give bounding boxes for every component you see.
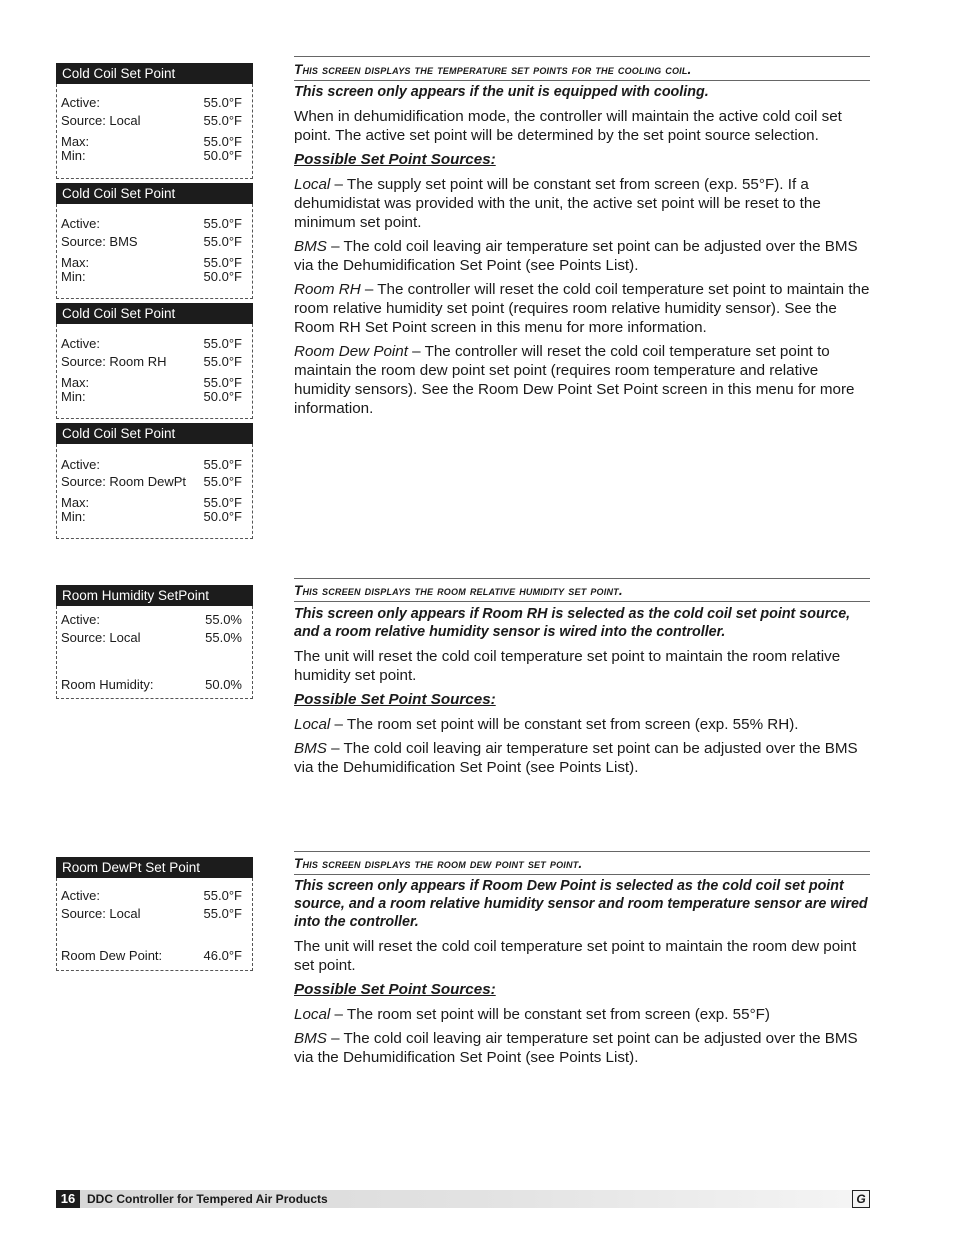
source-bms [294, 1029, 870, 1067]
min-label: Min: [61, 509, 86, 524]
desc: – The room set point will be constant set from screen (exp. 55°F) [330, 1006, 770, 1023]
min-label: Min: [61, 269, 86, 284]
term: Room Dew Point [294, 343, 408, 360]
page-number: 16 [56, 1190, 80, 1208]
page-footer [56, 1190, 870, 1208]
active-label: Active: [61, 336, 101, 351]
source-label: Source: Local [61, 630, 141, 645]
cold-coil-set-point-screen-room-rh [56, 303, 253, 419]
source-label: Source: Local [61, 906, 141, 921]
max-value: 55.0°F [203, 134, 242, 149]
source-value: 55.0°F [203, 113, 242, 128]
term: Local [294, 1006, 331, 1023]
cold-coil-description [294, 56, 870, 423]
room-dewpt-set-point-screen [56, 857, 253, 971]
active-label: Active: [61, 612, 101, 627]
section-intro: The unit will reset the cold coil temperature set point to maintain the room dew point set point. [294, 938, 857, 974]
section-heading: This screen displays the room dew point set point. [294, 854, 870, 875]
term: BMS [294, 740, 327, 757]
room-dew-point-label: Room Dew Point: [61, 948, 163, 963]
source-label: Source: BMS [61, 234, 138, 249]
max-value: 55.0°F [203, 375, 242, 390]
desc: – The cold coil leaving air temperature set point can be adjusted over the BMS via the Dehumidification Set Point (see Points List). [294, 740, 858, 776]
min-label: Min: [61, 389, 86, 404]
source-value: 55.0°F [203, 906, 242, 921]
desc: – The room set point will be constant set from screen (exp. 55% RH). [330, 716, 799, 733]
max-label: Max: [61, 495, 90, 510]
section-intro: The unit will reset the cold coil temperature set point to maintain the room relative humidity set point. [294, 648, 841, 684]
term: Room RH [294, 281, 361, 298]
source-local [294, 1005, 870, 1024]
max-value: 55.0°F [203, 495, 242, 510]
max-label: Max: [61, 134, 90, 149]
active-label: Active: [61, 95, 101, 110]
min-value: 50.0°F [203, 269, 242, 284]
desc: – The controller will reset the cold coil temperature set point to maintain the room relative humidity set point (requires room relative humidity sensor). See the Room RH Set Point screen in this menu for more information. [294, 281, 870, 336]
section-heading: This screen displays the room relative humidity set point. [294, 581, 870, 602]
term: Local [294, 716, 331, 733]
active-value: 55.0°F [203, 336, 242, 351]
source-bms [294, 739, 870, 777]
source-label: Source: Room RH [61, 354, 167, 369]
document-title: DDC Controller for Tempered Air Products [87, 1192, 328, 1206]
screen-title: Cold Coil Set Point [56, 63, 253, 84]
max-value: 55.0°F [203, 255, 242, 270]
room-dew-point-value: 46.0°F [203, 948, 242, 963]
source-value: 55.0°F [203, 354, 242, 369]
min-label: Min: [61, 148, 86, 163]
max-label: Max: [61, 375, 90, 390]
active-value: 55.0% [205, 612, 242, 627]
cold-coil-set-point-screen-room-dewpt [56, 423, 253, 539]
desc: – The cold coil leaving air temperature set point can be adjusted over the BMS via the Dehumidification Set Point (see Points List). [294, 238, 858, 274]
min-value: 50.0°F [203, 148, 242, 163]
source-local [294, 715, 870, 734]
section-heading: This screen displays the temperature set points for the cooling coil. [294, 60, 870, 81]
term: Local [294, 176, 331, 193]
room-humidity-description [294, 578, 870, 782]
active-value: 55.0°F [203, 888, 242, 903]
desc: – The controller will reset the cold coil temperature set point to maintain the room dew point set point (requires room temperature and relative humidity sensors). See the Room Dew Point Set Point screen in this menu for more information. [294, 343, 855, 417]
screen-title: Cold Coil Set Point [56, 423, 253, 444]
active-value: 55.0°F [203, 216, 242, 231]
section-note: This screen only appears if Room Dew Point is selected as the cold coil set point source, and a room relative humidity sensor and room temperature sensor are wired into the controller. [294, 878, 868, 930]
desc: – The cold coil leaving air temperature set point can be adjusted over the BMS via the Dehumidification Set Point (see Points List). [294, 1030, 858, 1066]
source-bms [294, 237, 870, 275]
min-value: 50.0°F [203, 389, 242, 404]
source-value: 55.0°F [203, 234, 242, 249]
screen-title: Cold Coil Set Point [56, 183, 253, 204]
sources-title: Possible Set Point Sources: [294, 151, 496, 168]
source-value: 55.0°F [203, 474, 242, 489]
cold-coil-set-point-screen-bms [56, 183, 253, 299]
max-label: Max: [61, 255, 90, 270]
section-note: This screen only appears if Room RH is selected as the cold coil set point source, and a room relative humidity sensor is wired into the controller. [294, 606, 851, 640]
room-humidity-value: 50.0% [205, 677, 242, 692]
source-local [294, 175, 870, 232]
active-label: Active: [61, 457, 101, 472]
active-label: Active: [61, 888, 101, 903]
desc: – The supply set point will be constant set from screen (exp. 55°F). If a dehumidistat was provided with the unit, the active set point will be reset to the minimum set point. [294, 176, 821, 231]
company-logo-icon: G [852, 1190, 870, 1208]
min-value: 50.0°F [203, 509, 242, 524]
screen-title: Room Humidity SetPoint [56, 585, 253, 606]
room-dew-point-description [294, 851, 870, 1072]
active-label: Active: [61, 216, 101, 231]
source-value: 55.0% [205, 630, 242, 645]
source-room-dew-point [294, 342, 870, 418]
screen-title: Cold Coil Set Point [56, 303, 253, 324]
section-intro: When in dehumidification mode, the controller will maintain the active cold coil set point. The active set point will be determined by the set point source selection. [294, 108, 842, 144]
sources-title: Possible Set Point Sources: [294, 981, 496, 998]
section-note: This screen only appears if the unit is equipped with cooling. [294, 84, 709, 100]
room-humidity-setpoint-screen [56, 585, 253, 699]
active-value: 55.0°F [203, 95, 242, 110]
sources-title: Possible Set Point Sources: [294, 691, 496, 708]
source-label: Source: Local [61, 113, 141, 128]
screen-title: Room DewPt Set Point [56, 857, 253, 878]
term: BMS [294, 238, 327, 255]
active-value: 55.0°F [203, 457, 242, 472]
room-humidity-label: Room Humidity: [61, 677, 154, 692]
source-label: Source: Room DewPt [61, 474, 186, 489]
source-room-rh [294, 280, 870, 337]
cold-coil-set-point-screen-local [56, 63, 253, 179]
term: BMS [294, 1030, 327, 1047]
